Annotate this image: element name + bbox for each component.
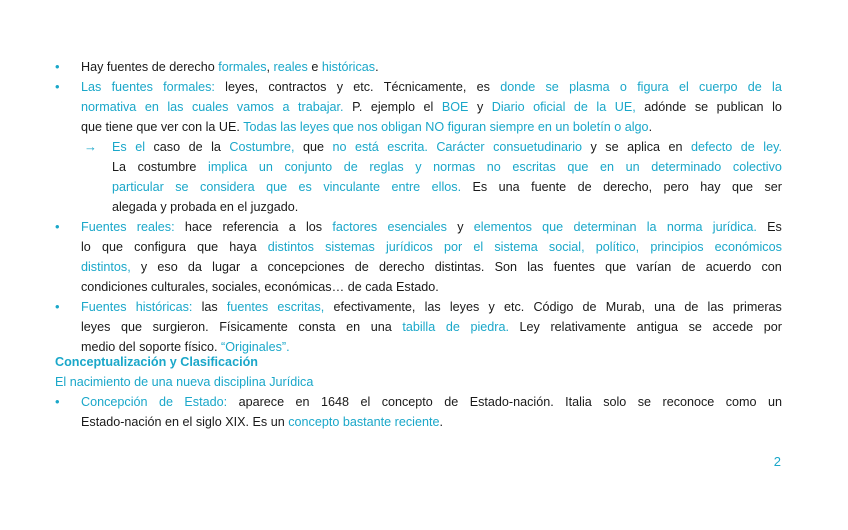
- highlighted-text: el: [135, 140, 145, 154]
- text-line: [81, 257, 782, 277]
- text-run: .: [340, 100, 344, 114]
- text-run: derecho: [379, 260, 425, 274]
- section-heading: Conceptualización y Clasificación: [55, 355, 258, 369]
- text-run: Son: [494, 260, 518, 274]
- highlighted-text: que: [266, 180, 288, 194]
- highlighted-text: históricas:: [135, 300, 193, 314]
- text-run: la: [211, 140, 221, 154]
- text-run: ,: [127, 260, 131, 274]
- text-run: solo: [603, 395, 627, 409]
- bullet-marker: •: [55, 59, 60, 74]
- text-run: el: [423, 100, 434, 114]
- highlighted-text: vinculante: [323, 180, 381, 194]
- highlighted-text: Fuentes: [81, 300, 127, 314]
- text-run: distintas.: [434, 260, 485, 274]
- highlighted-text: normativa: [81, 100, 137, 114]
- text-line: [81, 297, 782, 317]
- text-run: relativamente: [550, 320, 627, 334]
- highlighted-text: conjunto: [284, 160, 333, 174]
- text-run: lugar: [212, 260, 241, 274]
- highlighted-text: fuentes: [226, 300, 269, 314]
- text-run: ,: [290, 140, 295, 154]
- text-run: concepto: [381, 395, 433, 409]
- highlighted-text: o: [619, 80, 627, 94]
- highlighted-text: factores: [332, 220, 378, 234]
- text-run: los: [306, 220, 323, 234]
- highlighted-text: UE,: [614, 100, 636, 114]
- text-run: varían: [636, 260, 672, 274]
- highlighted-text: de: [158, 395, 173, 409]
- highlighted-text: reglas: [369, 160, 404, 174]
- text-line: [81, 392, 782, 412]
- text-run: una: [498, 180, 520, 194]
- text-run: a: [288, 220, 296, 234]
- highlighted-text: piedra.: [470, 320, 509, 334]
- highlighted-text: reales: [273, 60, 308, 74]
- text-run: lo: [81, 240, 91, 254]
- highlighted-text: a: [282, 100, 290, 114]
- text-run: Físicamente: [219, 320, 288, 334]
- highlighted-text: el: [473, 240, 484, 254]
- text-line: [112, 177, 782, 197]
- highlighted-text: principios: [650, 240, 704, 254]
- text-run: e: [307, 60, 322, 74]
- arrow-marker: →: [84, 139, 97, 154]
- highlighted-text: tabilla: [402, 320, 436, 334]
- highlighted-text: formales: [218, 60, 267, 74]
- text-run: en: [295, 395, 310, 409]
- text-run: que: [731, 180, 753, 194]
- highlighted-text: el: [678, 80, 689, 94]
- text-run: condiciones culturales, sociales, económicas… de cada Estado.: [81, 280, 439, 294]
- highlighted-text: escrita.: [387, 140, 428, 154]
- text-run: que: [121, 320, 143, 334]
- highlighted-text: determinan: [573, 220, 637, 234]
- text-run: Hay fuentes de derecho: [81, 60, 219, 74]
- highlighted-text: en: [600, 160, 615, 174]
- highlighted-text: de: [740, 140, 755, 154]
- bullet-marker: •: [55, 219, 60, 234]
- highlighted-text: concepto bastante reciente: [288, 415, 440, 429]
- text-run: Estado-nación.: [469, 395, 554, 409]
- text-run: ,: [266, 60, 274, 74]
- text-run: por: [763, 320, 782, 334]
- text-run: ,: [635, 240, 640, 254]
- text-run: consta: [298, 320, 336, 334]
- text-run: .: [778, 140, 782, 154]
- text-run: las: [201, 300, 218, 314]
- text-run: fuentes: [553, 260, 595, 274]
- highlighted-text: cuales: [191, 100, 229, 114]
- highlighted-text: trabajar.: [298, 100, 344, 114]
- text-run: ejemplo: [370, 100, 415, 114]
- highlighted-text: norma: [666, 220, 703, 234]
- highlighted-text: político,: [595, 240, 640, 254]
- text-run: .: [457, 180, 462, 194]
- highlighted-text: elementos: [473, 220, 532, 234]
- text-run: una: [370, 320, 392, 334]
- text-run: aparece: [238, 395, 285, 409]
- text-run: concepciones: [267, 260, 345, 274]
- text-run: primeras: [732, 300, 782, 314]
- text-run: leyes,: [225, 80, 259, 94]
- highlighted-text: plasma: [569, 80, 610, 94]
- highlighted-text: Concepción: [81, 395, 148, 409]
- text-run: ,: [320, 300, 325, 314]
- highlighted-text: consuetudinario: [493, 140, 583, 154]
- text-run: y: [140, 260, 148, 274]
- highlighted-text: oficial: [533, 100, 566, 114]
- bullet-marker: •: [55, 79, 60, 94]
- highlighted-text: que: [567, 160, 589, 174]
- text-run: de: [577, 180, 592, 194]
- text-run: un: [767, 395, 782, 409]
- highlighted-text: está: [354, 140, 379, 154]
- highlighted-text: Es: [112, 140, 127, 154]
- highlighted-text: distintos,: [81, 260, 131, 274]
- text-run: se: [605, 140, 619, 154]
- highlighted-text: distintos: [267, 240, 314, 254]
- text-run: referencia: [222, 220, 279, 234]
- text-run: fuente: [531, 180, 567, 194]
- text-run: el: [360, 395, 371, 409]
- text-run: se: [637, 395, 652, 409]
- text-run: .: [375, 60, 379, 74]
- text-line: [81, 77, 782, 97]
- highlighted-text: y: [415, 160, 422, 174]
- bullet-marker: •: [55, 299, 60, 314]
- highlighted-text: la: [772, 80, 782, 94]
- highlighted-text: sistema: [494, 240, 538, 254]
- highlighted-text: normas: [433, 160, 476, 174]
- highlighted-text: figura: [637, 80, 669, 94]
- text-run: con: [761, 260, 782, 274]
- highlighted-text: se: [175, 180, 189, 194]
- text-run: Italia: [565, 395, 592, 409]
- highlighted-text: fuentes: [111, 80, 153, 94]
- text-run: La: [112, 160, 127, 174]
- highlighted-text: históricas: [321, 60, 376, 74]
- highlighted-text: particular: [112, 180, 164, 194]
- highlighted-text: cuerpo: [699, 80, 738, 94]
- text-line: [81, 57, 379, 77]
- highlighted-text: de: [747, 80, 762, 94]
- bullet-marker: •: [55, 394, 60, 409]
- text-run: alegada y probada en el juzgado.: [112, 200, 299, 214]
- text-run: que tiene que ver con la UE.: [81, 120, 244, 134]
- highlighted-text: “Originales”.: [221, 340, 290, 354]
- highlighted-text: sistemas: [325, 240, 375, 254]
- highlighted-text: se: [545, 80, 559, 94]
- highlighted-text: no: [486, 160, 501, 174]
- text-run: ,: [632, 100, 636, 114]
- text-run: .: [753, 220, 757, 234]
- highlighted-text: Las: [81, 80, 102, 94]
- text-run: publican: [716, 100, 764, 114]
- text-run: .: [648, 120, 653, 134]
- text-run: .: [424, 140, 428, 154]
- highlighted-text: considera: [200, 180, 255, 194]
- text-run: P.: [352, 100, 363, 114]
- text-run: Código: [533, 300, 574, 314]
- highlighted-text: escritas: [512, 160, 556, 174]
- highlighted-text: de: [343, 160, 358, 174]
- highlighted-text: escritas,: [277, 300, 325, 314]
- text-run: haya: [229, 240, 257, 254]
- text-run: hace: [184, 220, 213, 234]
- text-run: que: [302, 140, 324, 154]
- text-run: de: [681, 260, 696, 274]
- text-run: pero: [663, 180, 689, 194]
- text-run: hay: [700, 180, 721, 194]
- text-line: [81, 97, 782, 117]
- text-run: de: [444, 395, 459, 409]
- text-run: .: [439, 415, 443, 429]
- highlighted-text: es: [298, 180, 312, 194]
- text-line: [81, 277, 439, 297]
- text-line: [112, 137, 782, 157]
- text-line: [81, 237, 782, 257]
- text-run: en: [346, 320, 361, 334]
- highlighted-text: defecto: [690, 140, 733, 154]
- text-run: da: [187, 260, 202, 274]
- highlighted-text: determinado: [651, 160, 722, 174]
- text-run: aplica: [627, 140, 660, 154]
- text-run: efectivamente,: [333, 300, 416, 314]
- text-run: Murab,: [605, 300, 645, 314]
- text-run: ser: [764, 180, 782, 194]
- text-run: se: [694, 100, 709, 114]
- text-run: .: [505, 320, 509, 334]
- highlighted-text: jurídica.: [712, 220, 757, 234]
- text-run: derecho,: [603, 180, 653, 194]
- text-line: [81, 217, 782, 237]
- text-run: una: [654, 300, 676, 314]
- highlighted-text: entre: [391, 180, 421, 194]
- text-run: en: [668, 140, 683, 154]
- highlighted-text: social,: [548, 240, 585, 254]
- text-run: accede: [712, 320, 754, 334]
- highlighted-text: Costumbre,: [229, 140, 295, 154]
- highlighted-text: un: [625, 160, 640, 174]
- text-run: ,: [581, 240, 585, 254]
- highlighted-text: que: [542, 220, 564, 234]
- text-run: Ley: [519, 320, 540, 334]
- page-number: 2: [773, 454, 781, 469]
- text-run: como: [725, 395, 757, 409]
- text-run: etc.: [503, 300, 525, 314]
- highlighted-text: vamos: [236, 100, 274, 114]
- text-run: que: [101, 240, 123, 254]
- text-run: que: [197, 240, 219, 254]
- text-run: configura: [134, 240, 186, 254]
- highlighted-text: esenciales: [387, 220, 447, 234]
- text-run: de: [684, 300, 699, 314]
- text-line: [81, 317, 782, 337]
- text-run: adónde: [644, 100, 687, 114]
- text-run: Técnicamente,: [383, 80, 467, 94]
- text-run: caso: [153, 140, 181, 154]
- text-line: [112, 197, 298, 217]
- text-run: etc.: [353, 80, 374, 94]
- text-line: [81, 117, 652, 137]
- highlighted-text: por: [444, 240, 463, 254]
- text-run: a: [250, 260, 258, 274]
- highlighted-text: Todas las leyes que nos obligan NO figuran siempre en un boletín o algo: [243, 120, 649, 134]
- text-run: eso: [157, 260, 178, 274]
- highlighted-text: reales:: [136, 220, 175, 234]
- highlighted-text: ellos.: [431, 180, 462, 194]
- highlighted-text: de: [573, 100, 588, 114]
- text-run: de: [354, 260, 369, 274]
- text-run: costumbre: [137, 160, 197, 174]
- text-run: que: [605, 260, 627, 274]
- highlighted-text: un: [258, 160, 273, 174]
- text-run: acuerdo: [705, 260, 752, 274]
- highlighted-text: Diario: [491, 100, 525, 114]
- highlighted-text: Carácter: [436, 140, 485, 154]
- text-run: leyes: [449, 300, 480, 314]
- text-run: de: [582, 300, 597, 314]
- highlighted-text: en: [144, 100, 159, 114]
- text-run: las: [424, 300, 441, 314]
- highlighted-text: donde: [500, 80, 536, 94]
- text-run: contractos: [268, 80, 327, 94]
- highlighted-text: Estado:: [184, 395, 228, 409]
- highlighted-text: de: [445, 320, 460, 334]
- highlighted-text: jurídicos: [385, 240, 433, 254]
- subsection-heading: El nacimiento de una nueva disciplina Jurídica: [55, 375, 314, 389]
- text-run: las: [707, 300, 724, 314]
- text-run: medio del soporte físico.: [81, 340, 222, 354]
- highlighted-text: la: [596, 100, 607, 114]
- text-run: y: [457, 220, 464, 234]
- text-run: Estado-nación en el siglo XIX. Es un: [81, 415, 289, 429]
- highlighted-text: las: [167, 100, 184, 114]
- text-run: Es: [767, 220, 782, 234]
- text-run: es: [476, 80, 490, 94]
- text-run: reconoce: [662, 395, 715, 409]
- text-run: y: [590, 140, 597, 154]
- highlighted-text: BOE: [441, 100, 469, 114]
- text-run: y: [476, 100, 484, 114]
- text-line: [112, 157, 782, 177]
- text-run: y: [336, 80, 343, 94]
- text-run: Es: [472, 180, 488, 194]
- text-line: [81, 412, 443, 432]
- highlighted-text: Fuentes: [81, 220, 127, 234]
- highlighted-text: implica: [208, 160, 248, 174]
- text-run: de: [188, 140, 203, 154]
- highlighted-text: formales:: [163, 80, 215, 94]
- highlighted-text: la: [646, 220, 657, 234]
- text-run: 1648: [320, 395, 349, 409]
- highlighted-text: no: [332, 140, 347, 154]
- text-run: se: [688, 320, 702, 334]
- text-run: leyes: [81, 320, 111, 334]
- highlighted-text: ley.: [763, 140, 782, 154]
- text-run: las: [527, 260, 544, 274]
- text-run: y: [488, 300, 495, 314]
- text-run: lo: [772, 100, 782, 114]
- text-run: surgieron.: [152, 320, 209, 334]
- text-run: antigua: [636, 320, 678, 334]
- highlighted-text: económicos: [714, 240, 782, 254]
- highlighted-text: colectivo: [732, 160, 782, 174]
